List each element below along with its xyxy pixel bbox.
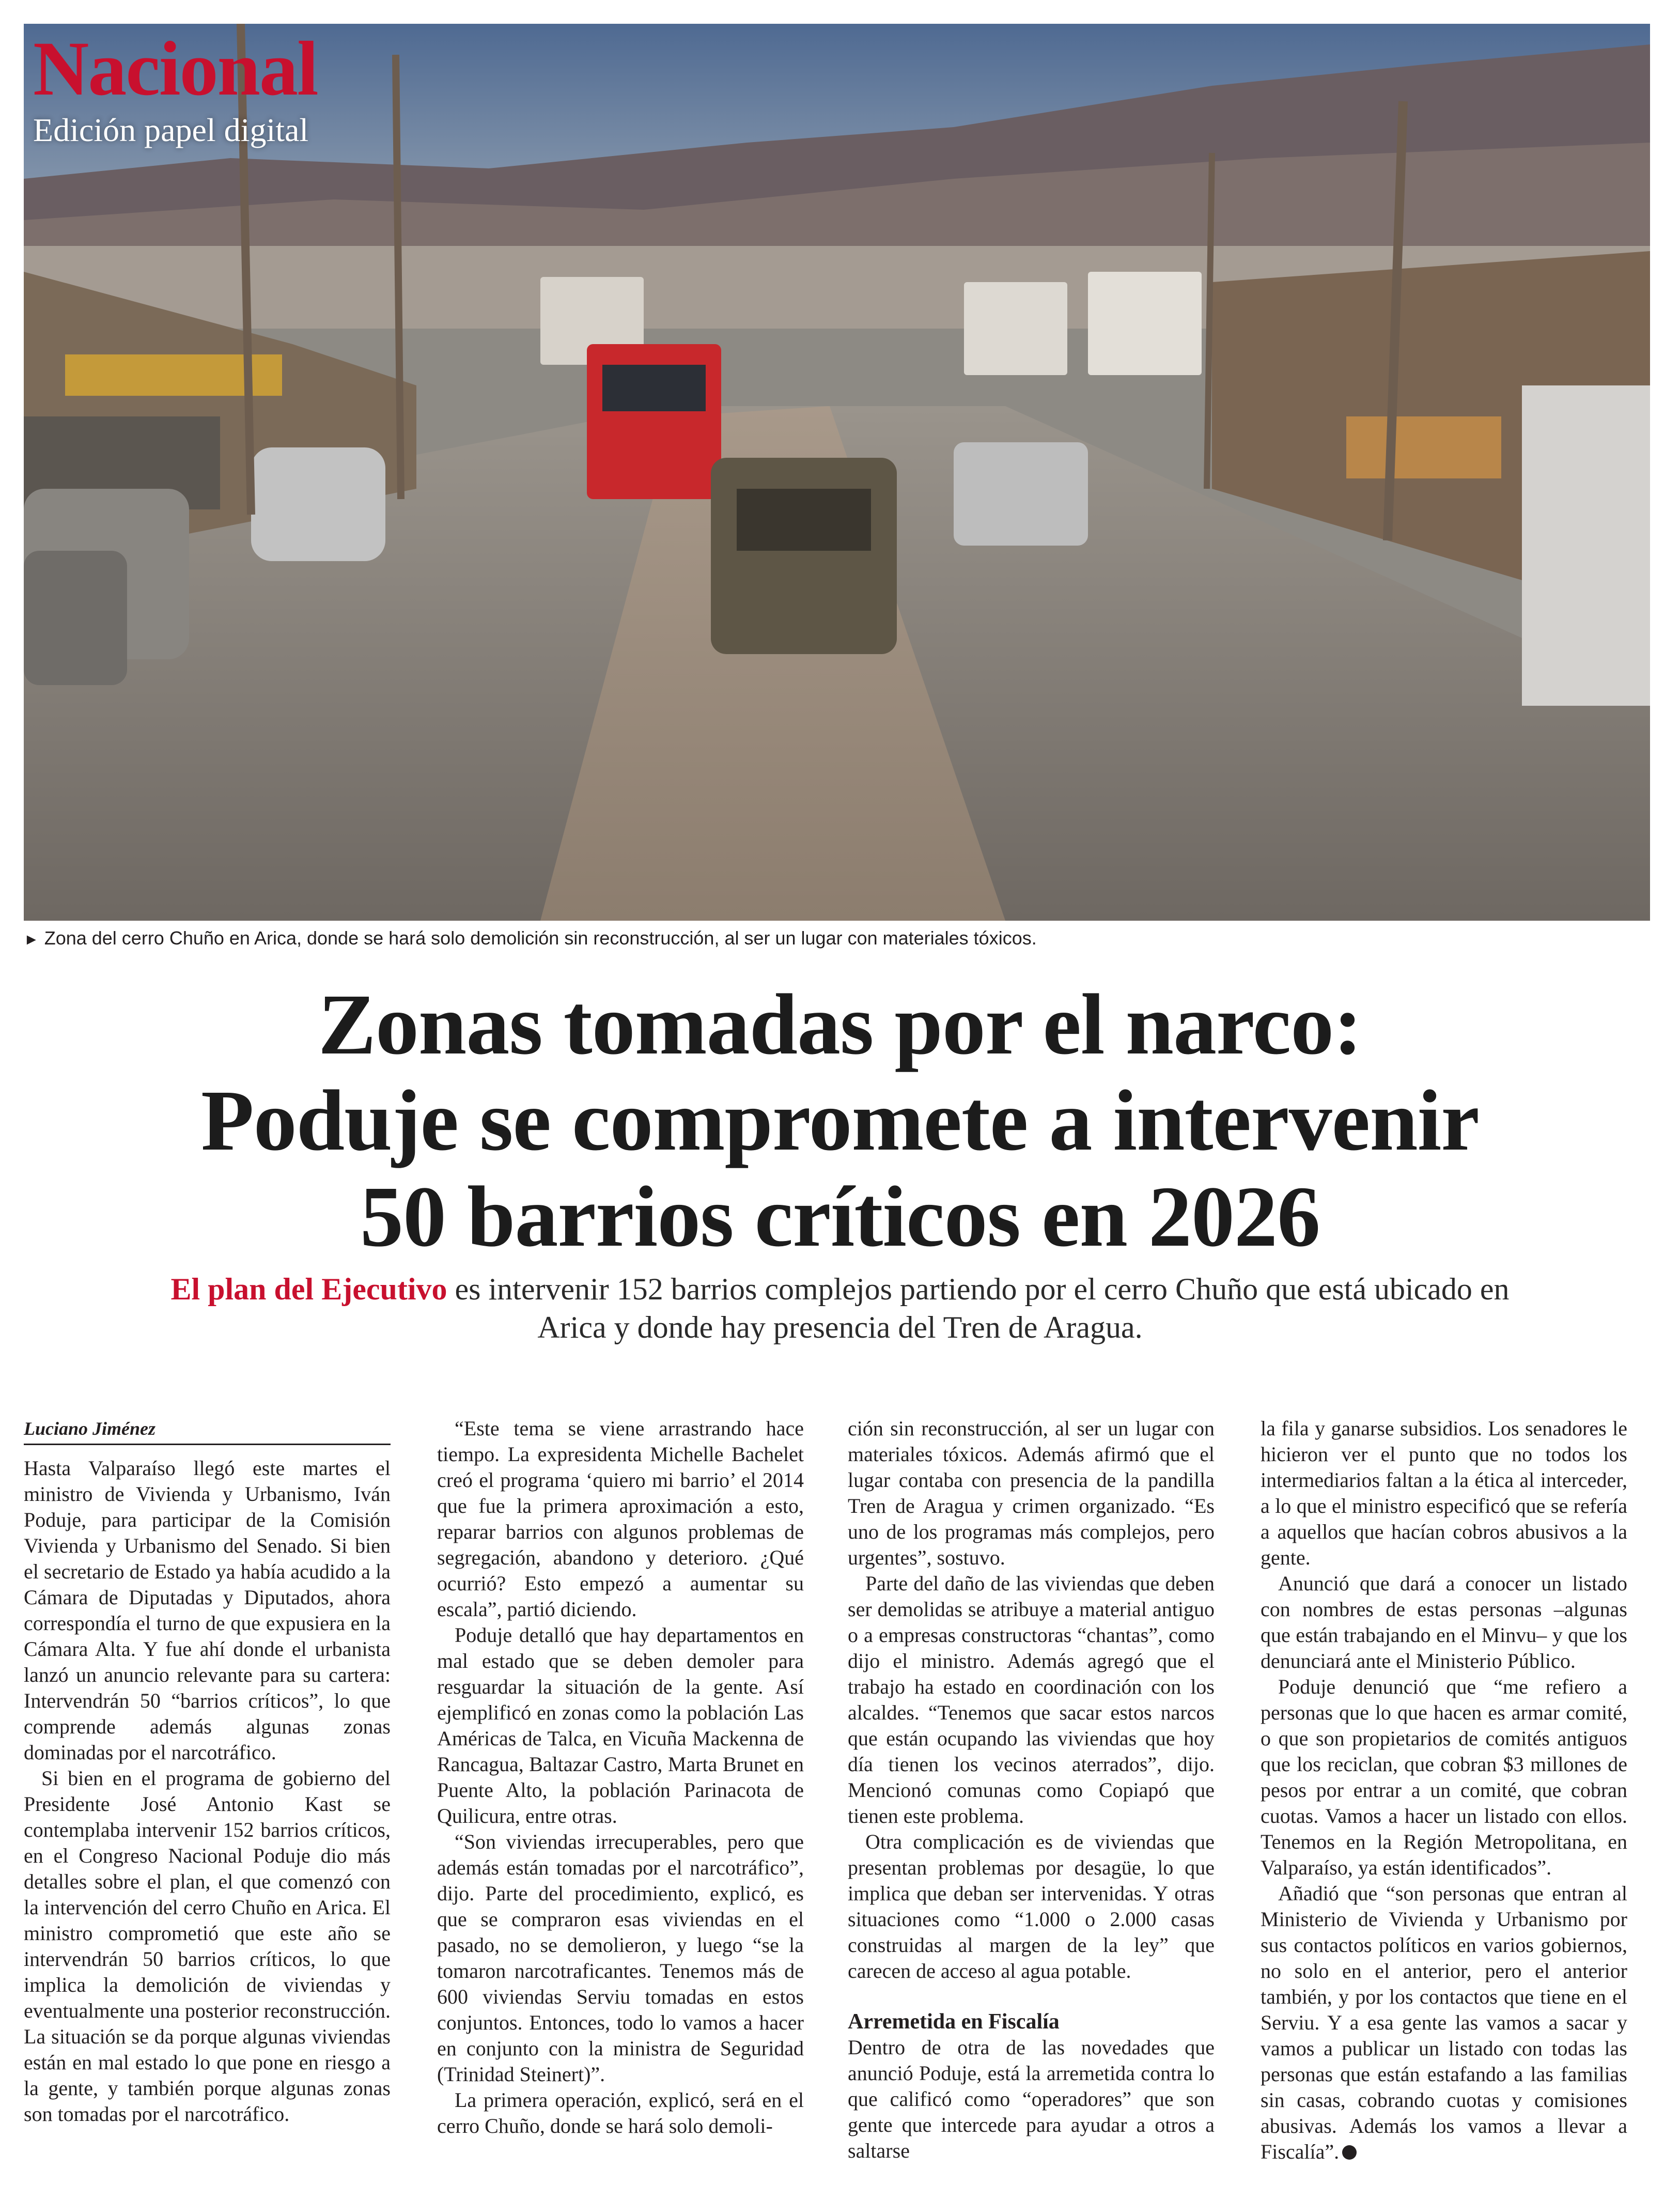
article-column-3 <box>848 1416 1215 2164</box>
paragraph: Parte del daño de las viviendas que deben ser demolidas se atribuye a material antiguo o a empresas constructoras “chantas”, como dijo el ministro. Además agregó que el trabajo ha estado en coordinación con los alcaldes. “Tenemos que sacar estos narcos que están ocupando las viviendas que hoy día tienen los vecinos aterrados”, dijo. Mencionó comunas como Copiapó que tienen este problema. <box>848 1572 1215 1827</box>
edition-label: Edición papel digital <box>33 112 309 148</box>
headline-line-1: Zonas tomadas por el narco: <box>318 977 1362 1073</box>
article-column-2 <box>437 1416 804 2139</box>
subhead: Arremetida en Fiscalía <box>848 2010 1060 2034</box>
deck-lead: El plan del Ejecutivo <box>170 1272 447 1306</box>
paragraph: Si bien en el programa de gobierno del Presidente José Antonio Kast se contemplaba intervenir 152 barrios críticos, en el Congreso Nacional Poduje dio más detalles sobre el plan, el que comenzó con la intervención del cerro Chuño en Arica. El ministro comprometió que este año se intervendrán 50 barrios críticos, lo que implica la demolición de viviendas y eventualmente una posterior reconstrucción. La situación se da porque algunas viviendas están en mal estado lo que pone en riesgo a la gente, y también porque algunas zonas son tomadas por el narcotráfico. <box>24 1766 391 2126</box>
paragraph: Poduje denunció que “me refiero a personas que lo que hacen es armar comité, o que son propietarios de comités antiguos que los reciclan, que cobran $3 millones de pesos por entrar a un comité, que cobran cuotas. Vamos a hacer un listado con ellos. Tenemos en la Región Metropolitana, en Valparaíso, ya están identificados”. <box>1261 1675 1627 1879</box>
deck <box>155 1270 1525 1346</box>
article-column-4 <box>1261 1416 1627 2165</box>
headline <box>77 977 1603 1265</box>
paragraph: Hasta Valparaíso llegó este martes el ministro de Vivienda y Urbanismo, Iván Poduje, para participar de la Comisión Vivienda y Urbanismo del Senado. Si bien el secretario de Estado ya había acudido a la Cámara de Diputadas y Diputados, ahora correspondía el turno de que expusiera en la Cámara Alta. Y fue ahí donde el urbanista lanzó un anuncio relevante para su cartera: Intervendrán 50 “barrios críticos”, lo que comprende además algunas zonas dominadas por el narcotráfico. <box>24 1456 391 1764</box>
paragraph: “Este tema se viene arrastrando hace tiempo. La expresidenta Michelle Bachelet creó el programa ‘quiero mi barrio’ el 2014 que fue la primera aproximación a esto, reparar barrios con algunos problemas de segregación, abandono y deterioro. ¿Qué ocurrió? Esto empezó a aumentar su escala”, partió diciendo. <box>437 1417 804 1621</box>
headline-line-2: Poduje se compromete a intervenir <box>201 1073 1479 1169</box>
article-column-1 <box>24 1416 391 2127</box>
deck-text: es intervenir 152 barrios complejos partiendo por el cerro Chuño que está ubicado en Arica y donde hay presencia del Tren de Aragua. <box>447 1272 1510 1344</box>
paragraph: Poduje detalló que hay departamentos en mal estado que se deben demoler para resguardar la situación de la gente. Así ejemplificó en zonas como la población Las Américas de Talca, en Vicuña Mackenna de Rancagua, Baltazar Castro, Marta Brunet en Puente Alto, la población Parinacota de Quilicura, entre otras. <box>437 1623 804 1827</box>
paragraph: ción sin reconstrucción, al ser un lugar con materiales tóxicos. Además afirmó que el lugar contaba con presencia de la pandilla Tren de Aragua y crimen organizado. “Es uno de los programas más complejos, pero urgentes”, sostuvo. <box>848 1417 1215 1569</box>
byline: Luciano Jiménez <box>24 1416 391 1445</box>
dusty-suv <box>711 458 897 654</box>
headline-line-3: 50 barrios críticos en 2026 <box>360 1169 1320 1265</box>
paragraph: Dentro de otra de las novedades que anunció Poduje, está la arremetida contra lo que calificó como “operadores” que son gente que intercede para ayudar a otros a saltarse <box>848 2036 1215 2162</box>
street-scene-illustration <box>24 24 1650 921</box>
section-name: Nacional <box>33 26 318 112</box>
paragraph-text: Añadió que “son personas que entran al Ministerio de Vivienda y Urbanismo por sus contactos políticos en varios gobiernos, no solo en el anterior, pero el anterior también, y por los contactos que tiene en el Serviu. Y a esa gente las vamos a sacar y vamos a publicar un listado con todas las personas que están estafando a las familias sin casas, cobrando cuotas y comisiones abusivas. Además los vamos a llevar a Fiscalía”. <box>1261 1882 1627 2163</box>
paragraph: Otra complicación es de viviendas que presentan problemas por desagüe, lo que implica que deban ser intervenidas. Y otras situaciones como “1.000 o 2.000 casas construidas al margen de la ley” que carecen de acceso al agua potable. <box>848 1830 1215 1982</box>
paragraph: la fila y ganarse subsidios. Los senadores le hicieron ver el punto que no todos los intermediarios faltan a la ética al interceder, a lo que el ministro especificó que se refería a aquellos que hacían cobros abusivos a la gente. <box>1261 1417 1627 1569</box>
news-photo <box>24 24 1650 921</box>
section-badge <box>33 26 318 151</box>
photo-caption <box>24 926 1650 952</box>
paragraph: La primera operación, explicó, será en el cerro Chuño, donde se hará solo demoli- <box>437 2088 804 2137</box>
paragraph: “Son viviendas irrecuperables, pero que además están tomadas por el narcotráfico”, dijo. Parte del procedimiento, explicó, es que se compraron esas viviendas en el pasado, no se demolieron, y luego “se la tomaron narcotraficantes. Tenemos más de 600 viviendas Serviu tomadas en estos conjuntos. Entonces, todo lo vamos a hacer en conjunto con la ministra de Seguridad (Trinidad Steinert)”. <box>437 1830 804 2086</box>
paragraph: Anunció que dará a conocer un listado con nombres de estas personas –algunas que están trabajando en el Minvu– y que los denunciará ante el Ministerio Público. <box>1261 1572 1627 1672</box>
caption-text: Zona del cerro Chuño en Arica, donde se hará solo demolición sin reconstrucción, al ser un lugar con materiales tóxicos. <box>44 927 1037 949</box>
paragraph <box>1261 1881 1627 2165</box>
end-of-article-icon <box>1342 2145 1357 2160</box>
caption-marker-icon: ► <box>24 931 39 948</box>
